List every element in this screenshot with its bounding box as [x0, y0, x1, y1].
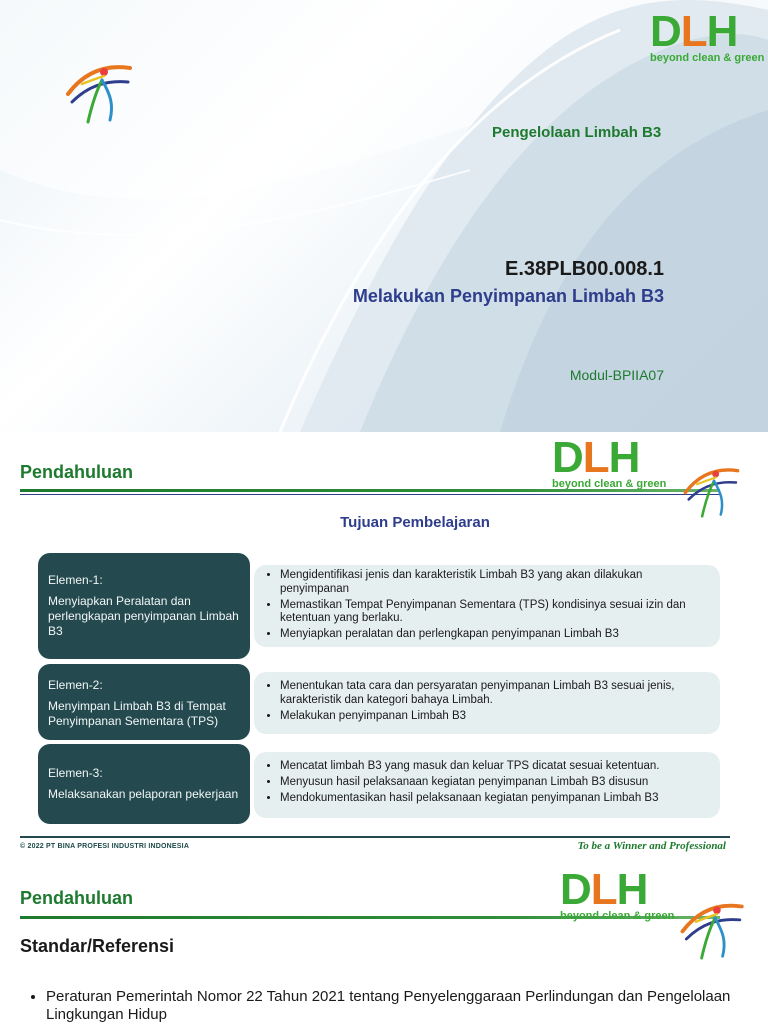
unit-code: E.38PLB00.008.1 — [505, 258, 664, 280]
list-item: • Menentukan tata cara dan persyaratan penyimpanan Limbah B3 sesuai jenis, karakteristik dan kategori bahaya Limbah. — [280, 680, 710, 708]
section-title: Pendahuluan — [20, 462, 134, 482]
element-points — [266, 569, 710, 642]
bina-profesi-logo — [58, 34, 146, 129]
footer-slogan: To be a Winner and Professional — [577, 840, 726, 852]
dlh-tagline: beyond clean & green — [552, 478, 667, 490]
element-box — [38, 744, 250, 824]
list-item: • Melakukan penyimpanan Limbah B3 — [280, 710, 710, 724]
list-item: • Menyusun hasil pelaksanaan kegiatan penyimpanan Limbah B3 disusun — [280, 776, 710, 790]
dlh-logo — [650, 7, 765, 64]
list-item: • Memastikan Tempat Penyimpanan Sementara (TPS) kondisinya sesuai izin dan ketentuan yang berlaku. — [280, 599, 710, 627]
element-panel — [254, 672, 720, 734]
list-item: • Mendokumentasikan hasil pelaksanaan kegiatan penyimpanan Limbah B3 — [280, 792, 710, 806]
element-panel — [254, 752, 720, 818]
list-item: • Mencatat limbah B3 yang masuk dan keluar TPS dicatat sesuai ketentuan. — [280, 760, 710, 774]
dlh-wordmark: DLH — [552, 433, 640, 482]
course-subtitle: Pengelolaan Limbah B3 — [492, 124, 662, 141]
element-panel — [254, 565, 720, 647]
element-description: Melaksanakan pelaporan pekerjaan — [48, 787, 239, 801]
element-box — [38, 553, 250, 659]
bina-profesi-emblem-icon — [670, 442, 758, 518]
bina-profesi-emblem-icon — [58, 34, 146, 124]
bina-profesi-emblem-icon — [672, 874, 758, 960]
section-divider-thin — [20, 494, 720, 495]
element-points — [266, 760, 710, 805]
title-slide — [0, 0, 768, 432]
tujuan-title: Tujuan Pembelajaran — [340, 514, 490, 531]
referensi-slide — [0, 862, 768, 1024]
element-description: Menyimpan Limbah B3 di Tempat Penyimpanan Sementara (TPS) — [48, 699, 226, 728]
footer-copyright: © 2022 PT BINA PROFESI INDUSTRI INDONESIA — [20, 843, 190, 850]
dlh-wordmark: DLH — [650, 7, 738, 56]
dlh-tagline: beyond clean & green — [650, 52, 765, 64]
dlh-wordmark: DLH — [560, 865, 648, 914]
unit-title: Melakukan Penyimpanan Limbah B3 — [352, 286, 664, 306]
reference-list — [28, 988, 746, 1024]
element-label: Elemen-2: — [48, 678, 103, 692]
standar-title: Standar/Referensi — [20, 936, 175, 956]
tujuan-slide — [0, 432, 768, 858]
footer-divider — [20, 836, 730, 838]
list-item: • Mengidentifikasi jenis dan karakteristik Limbah B3 yang akan dilakukan penyimpanan — [280, 569, 710, 597]
dlh-logo — [552, 433, 667, 490]
element-description: Menyiapkan Peralatan dan perlengkapan penyimpanan Limbah B3 — [48, 594, 239, 638]
dlh-tagline: beyond clean & green — [560, 910, 675, 922]
element-points — [266, 680, 710, 723]
element-label: Elemen-3: — [48, 766, 103, 780]
bina-profesi-logo — [672, 874, 758, 965]
dlh-logo — [560, 865, 675, 922]
element-label: Elemen-1: — [48, 573, 103, 587]
list-item: • Menyiapkan peralatan dan perlengkapan penyimpanan Limbah B3 — [280, 628, 710, 642]
section-title: Pendahuluan — [20, 888, 134, 908]
bina-profesi-logo — [670, 442, 758, 523]
list-item: • Peraturan Pemerintah Nomor 22 Tahun 2021 tentang Penyelenggaraan Perlindungan dan Pengelolaan Lingkungan Hidup — [46, 988, 746, 1024]
element-box — [38, 664, 250, 740]
module-code: Modul-BPIIA07 — [569, 367, 664, 383]
